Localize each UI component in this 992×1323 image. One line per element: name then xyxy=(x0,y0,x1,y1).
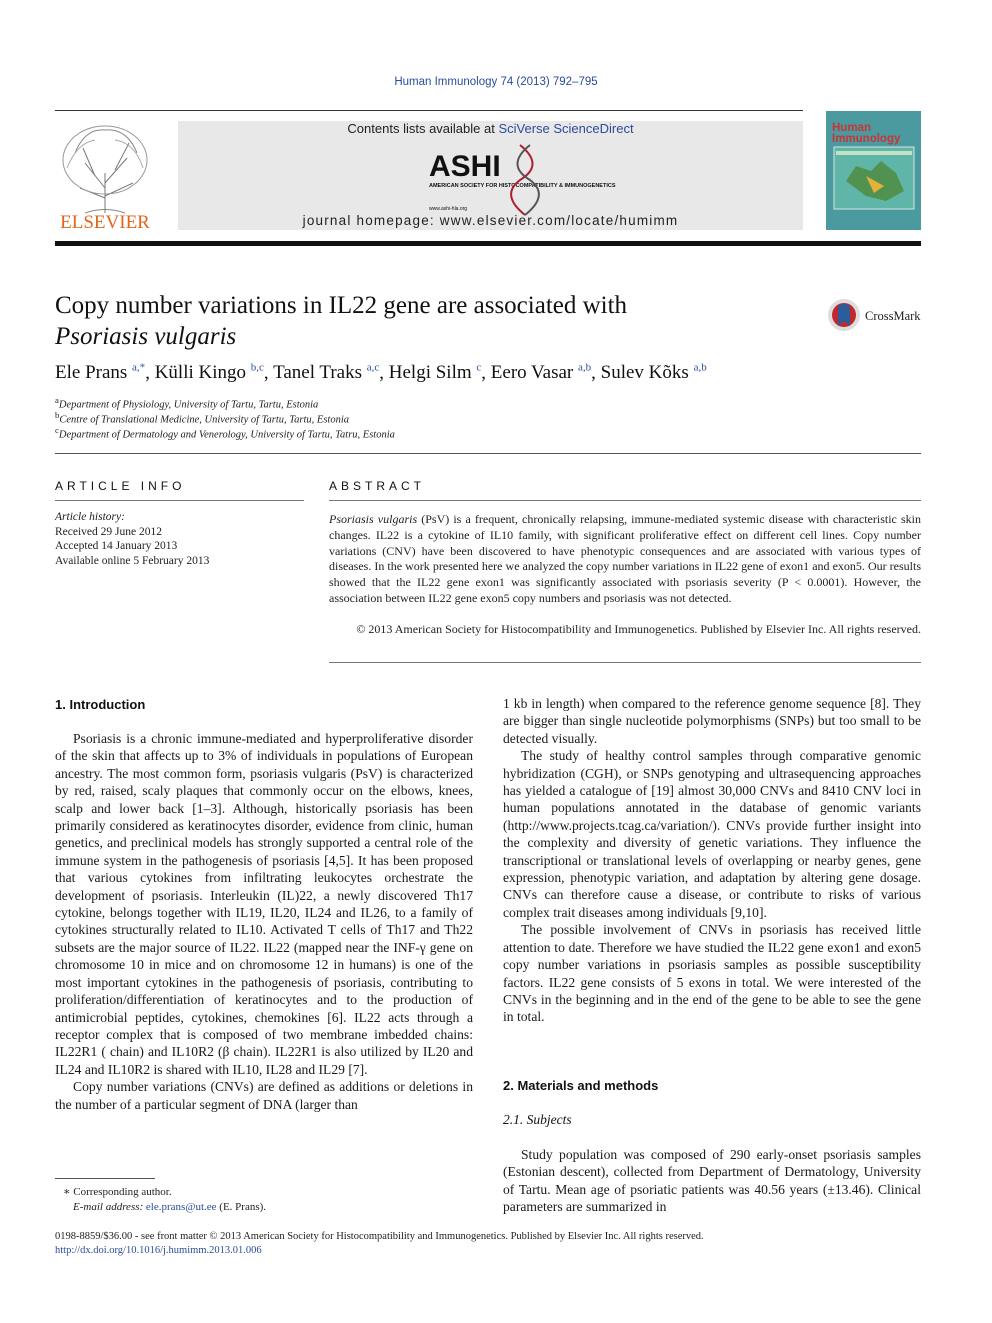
header-rule xyxy=(55,110,803,111)
affiliation: $^a$Department of Physiology, University of Tartu, Tartu, Estonia xyxy=(55,395,319,411)
author[interactable]: Külli Kingo $^{b,c}$ xyxy=(154,362,264,384)
abstract-rule xyxy=(329,500,921,501)
ashi-subtitle: AMERICAN SOCIETY FOR HISTOCOMPATIBILITY & IMMUNOGENETICS xyxy=(429,183,616,189)
sciencedirect-link[interactable]: SciVerse ScienceDirect xyxy=(498,121,634,136)
cover-map-icon xyxy=(826,111,921,230)
author[interactable]: Sulev Kõks $^{a,b}$ xyxy=(600,362,707,384)
crossmark-button[interactable] xyxy=(827,296,927,336)
affiliation: $^b$Centre of Translational Medicine, University of Tartu, Tartu, Estonia xyxy=(55,410,350,426)
email-suffix: (E. Prans). xyxy=(216,1201,267,1213)
dna-helix-icon xyxy=(511,145,539,215)
section-rule xyxy=(55,453,921,454)
journal-homepage[interactable]: journal homepage: www.elsevier.com/locate/humimm xyxy=(302,213,679,228)
subsection-heading-subjects: 2.1. Subjects xyxy=(503,1112,572,1127)
intro-paragraph-1: Psoriasis is a chronic immune-mediated and hyperproliferative disorder of the skin that affects up to 3% of individuals in populations of European ancestry. The most common form, psoriasis vulgaris (PsV) is characterized by red, raised, scaly plaques that commonly occur on the elbows, knees, scalp and lower back [1–3]. Although, historically psoriasis has been primarily considered as keratinocytes disorder, evidence from clinic, human genetics, and preclinical models has strongly supported a central role of the immune system in the pathogenesis of psoriasis [4,5]. It has been proposed that various cytokines from infiltrating leukocytes orchestrate the development of psoriasis. Interleukin (IL)22, a newly discovered Th17 cytokine, belongs together with IL19, IL20, IL24 and IL26, to a family of cytokines structurally related to IL10. Activated T cells of Th17 and Th22 subsets are the major source of IL22. IL22 (mapped near the INF-γ gene on chromosome 10 in mice and on chromosome 12 in humans) is one of the most important cytokines in the pathogenesis of psoriasis, contributing to proliferation/differentiation of keratinocytes and to the production of antimicrobial peptides, cytokines, chemokines [6]. IL22 acts through a receptor complex that is composed of two membrane imbedded chains: IL22R1 ( chain) and IL10R2 (β chain). IL22R1 is also utilized by IL20 and IL24 and IL10R2 is shared with IL10, IL28 and IL29 [7]. xyxy=(55,731,473,1077)
history-label: Article history: xyxy=(55,511,125,523)
footnote-rule xyxy=(55,1178,155,1179)
intro-paragraph-5: The possible involvement of CNVs in psoriasis has received little attention to date. Therefore we have studied the IL22 gene exon1 and exon5 copy number variations in psoriasis samples as possible susceptibility factors. IL22 gene consists of 5 exons in total. We were interested of the CNVs in the beginning and in the end of the gene to be able to see the gene in total. xyxy=(503,922,921,1025)
author[interactable]: Helgi Silm $^c$ xyxy=(388,362,482,384)
author[interactable]: Tanel Traks $^{a,c}$ xyxy=(273,362,380,384)
right-column-body xyxy=(503,695,921,1026)
email-link[interactable]: ele.prans@ut.ee xyxy=(145,1201,217,1213)
header-thick-rule xyxy=(55,241,921,246)
journal-citation[interactable]: Human Immunology 74 (2013) 792–795 xyxy=(394,76,598,88)
crossmark-icon xyxy=(827,296,927,336)
section-heading-methods: 2. Materials and methods xyxy=(503,1078,659,1093)
elsevier-logo xyxy=(55,118,155,234)
intro-paragraph-2: Copy number variations (CNVs) are defined as additions or deletions in the number of a particular segment of DNA (larger than xyxy=(55,1079,473,1112)
accepted-date: Accepted 14 January 2013 xyxy=(55,540,178,552)
article-title xyxy=(55,290,755,352)
page-footer xyxy=(55,1230,704,1258)
title-line1: Copy number variations in IL22 gene are associated with xyxy=(55,292,628,319)
intro-paragraph-3: 1 kb in length) when compared to the reference genome sequence [8]. They are bigger than single nucleotide polymorphisms (SNPs) but too small to be detected visually. xyxy=(503,696,921,746)
abstract-heading: ABSTRACT xyxy=(329,479,426,493)
intro-paragraph-4: The study of healthy control samples through comparative genomic hybridization (CGH), or SNPs genotyping and ultrasequencing approaches has yielded a catalogue of [19] almost 30,000 CNVs and 8410 CNV loci in human populations annotated in the database of genomic variants (http://www.projects.tcag.ca/variation/). CNVs provide further insight into the complexity and diversity of genetic variations. They influence the transcriptional or translational levels of overlapping or nearby genes, gene expression, phenotypic variation, and adaptation by altering gene dosage. CNVs can therefore cause a disease, or contribute to risks of various complex trait diseases among individuals [9,10]. xyxy=(503,748,921,920)
author[interactable]: Ele Prans $^{a,*}$ xyxy=(55,362,146,384)
affiliation: $^c$Department of Dermatology and Venerology, University of Tartu, Tatru, Estonia xyxy=(55,425,395,441)
abstract-body: (PsV) is a frequent, chronically relapsing, immune-mediated systemic disease with characteristic skin changes. IL22 is a cytokine of IL10 family, with significant proliferative effect on different cell lines. Copy number variations (CNV) have been discovered to have phenotypic consequences and are associated with various types of diseases. In the work presented here we analyzed the copy number variations in IL22 gene of exon1 and exon5. Our results showed that the IL22 gene exon1 was significantly associated with psoriasis severity (P < 0.0001). However, the association between IL22 gene exon5 copy numbers and psoriasis was not detected. xyxy=(329,512,921,605)
abstract-copyright: © 2013 American Society for Histocompatibility and Immunogenetics. Published by Elsevier Inc. All rights reserved. xyxy=(356,622,921,636)
article-info-rule xyxy=(55,500,304,501)
issn-line: 0198-8859/$36.00 - see front matter © 2013 American Society for Histocompatibility and Immunogenetics. Published by Elsevier Inc. All rights reserved. xyxy=(55,1231,704,1242)
title-line2: Psoriasis vulgaris xyxy=(55,323,237,350)
journal-cover-image xyxy=(826,111,921,230)
elsevier-wordmark: ELSEVIER xyxy=(60,212,150,233)
cover-title-line1: Human xyxy=(832,122,871,134)
email-note xyxy=(55,1200,266,1215)
abstract-text xyxy=(329,512,921,607)
contents-prefix: Contents lists available at xyxy=(347,121,499,136)
contents-line xyxy=(178,121,803,136)
abstract-lead: Psoriasis vulgaris xyxy=(329,512,418,526)
ashi-wordmark: ASHI xyxy=(429,150,501,183)
online-date: Available online 5 February 2013 xyxy=(55,554,210,567)
section-heading-introduction: 1. Introduction xyxy=(55,697,146,712)
cover-title-line2: Immunology xyxy=(832,133,901,145)
left-column-body xyxy=(55,730,473,1113)
crossmark-label: CrossMark xyxy=(865,309,921,323)
abstract-bottom-rule xyxy=(329,662,921,663)
received-date: Received 29 June 2012 xyxy=(55,525,162,538)
subjects-body xyxy=(503,1146,921,1216)
article-history xyxy=(55,510,209,568)
ashi-logo xyxy=(425,140,616,218)
footnote xyxy=(55,1185,266,1215)
elsevier-tree-icon xyxy=(55,118,155,234)
email-label: E-mail address: xyxy=(73,1201,146,1213)
doi-link[interactable]: http://dx.doi.org/10.1016/j.humimm.2013.01.006 xyxy=(55,1245,262,1256)
corresponding-author-note: ∗ Corresponding author. xyxy=(63,1186,172,1198)
ashi-url: www.ashi-hla.org xyxy=(429,206,468,212)
author-list: Ele Prans $^{a,*}$, Külli Kingo $^{b,c}$, Tanel Traks $^{a,c}$, Helgi Silm $^c$, Eero Vasar $^{a,b}$, Sulev Kõks $^{a,b}$ xyxy=(55,362,707,384)
subjects-paragraph: Study population was composed of 290 early-onset psoriasis samples (Estonian descent), collected from Department of Dermatology, University of Tartu. Mean age of psoriatic patients was 40.56 years (±13.46). Clinical parameters are summarized in xyxy=(503,1147,921,1215)
article-info-heading: ARTICLE INFO xyxy=(55,479,186,493)
author[interactable]: Eero Vasar $^{a,b}$ xyxy=(490,362,592,384)
